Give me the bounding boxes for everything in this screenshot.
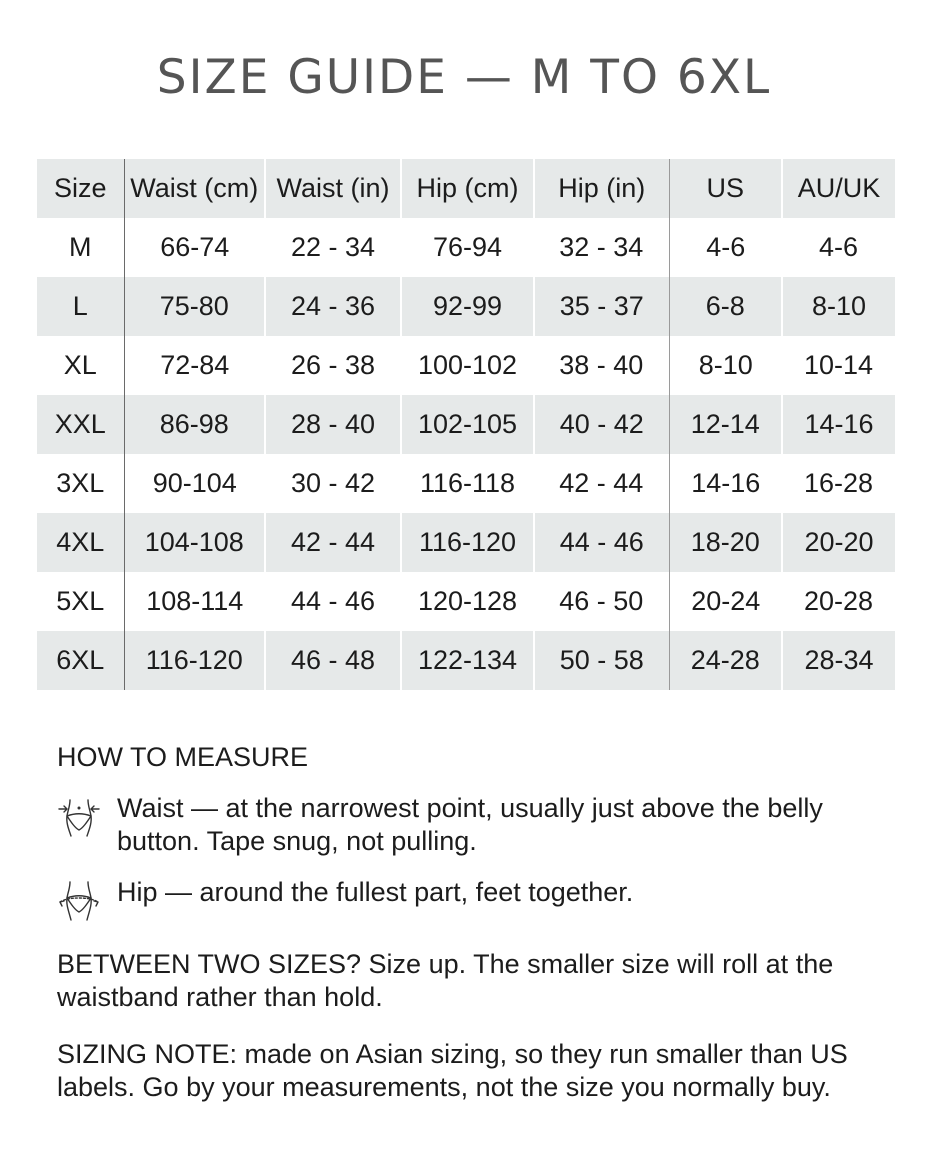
table-cell: 22 - 34 (290, 232, 376, 262)
size-cell: L (37, 277, 124, 336)
table-cell: 122-134 (401, 631, 534, 690)
waist-measure-text: Waist — at the narrowest point, usually just above the belly button. Tape snug, not pulling. (117, 793, 823, 856)
table-cell: 72-84 (160, 350, 230, 380)
table-cell: 24-28 (669, 631, 782, 690)
hip-measure-icon (57, 880, 101, 924)
between-sizes-note: BETWEEN TWO SIZES? Size up. The smaller size will roll at the waistband rather than hold. (57, 949, 834, 1012)
table-cell: 8-10 (698, 350, 753, 380)
table-cell: 44 - 46 (290, 586, 376, 616)
table-cell: 38 - 40 (534, 336, 669, 395)
table-cell: 42 - 44 (265, 513, 401, 572)
sizing-note: SIZING NOTE: made on Asian sizing, so they run smaller than US labels. Go by your measurements, not the size you normally buy. (57, 1039, 848, 1102)
table-cell: 46 - 50 (534, 572, 669, 631)
table-cell: 100-102 (417, 350, 518, 380)
table-cell: 108-114 (146, 586, 244, 616)
table-cell: 28-34 (804, 645, 874, 675)
table-cell: 104-108 (124, 513, 265, 572)
table-cell: 18-20 (669, 513, 782, 572)
column-header: Waist (in) (265, 159, 401, 218)
table-cell: 4-6 (706, 232, 746, 262)
size-cell: 5XL (37, 572, 124, 631)
table-cell: 116-120 (124, 631, 265, 690)
table-cell: 30 - 42 (290, 468, 376, 498)
page-title: SIZE GUIDE — M TO 6XL (156, 50, 772, 105)
table-cell: 92-99 (401, 277, 534, 336)
column-header: AU/UK (797, 173, 881, 203)
size-cell: 3XL (37, 454, 124, 513)
size-cell: 6XL (37, 631, 124, 690)
column-header: US (669, 159, 782, 218)
table-cell: 14-16 (691, 468, 761, 498)
table-cell: 20-20 (804, 527, 874, 557)
table-row (37, 631, 895, 690)
size-table (37, 159, 895, 690)
table-header-row (37, 159, 895, 218)
table-cell: 6-8 (669, 277, 782, 336)
table-cell: 8-10 (811, 291, 867, 321)
column-header: Waist (cm) (124, 159, 265, 218)
table-cell: 10-14 (803, 350, 874, 380)
size-cell: XXL (37, 395, 124, 454)
table-cell: 116-120 (401, 513, 534, 572)
table-cell: 46 - 48 (265, 631, 401, 690)
table-cell: 16-28 (803, 468, 874, 498)
column-header: Size (37, 159, 124, 218)
hip-measure-text: Hip — around the fullest part, feet together. (117, 877, 634, 907)
table-cell: 90-104 (152, 468, 237, 498)
table-row (37, 572, 895, 631)
table-cell: 12-14 (669, 395, 782, 454)
table-cell: 86-98 (124, 395, 265, 454)
table-cell: 32 - 34 (534, 218, 669, 277)
table-cell: 24 - 36 (265, 277, 401, 336)
waist-measure-item (57, 792, 867, 858)
size-cell: 4XL (37, 513, 124, 572)
table-cell: 66-74 (160, 232, 230, 262)
table-cell: 44 - 46 (534, 513, 669, 572)
size-cell: XL (37, 336, 124, 395)
table-cell: 42 - 44 (534, 454, 669, 513)
table-cell: 40 - 42 (534, 395, 669, 454)
table-row (37, 513, 895, 572)
table-row (37, 454, 895, 513)
table-cell: 120-128 (417, 586, 518, 616)
how-to-measure-heading: HOW TO MEASURE (57, 742, 309, 772)
column-header: Hip (cm) (401, 159, 534, 218)
column-header: Hip (in) (534, 159, 669, 218)
table-cell: 20-28 (803, 586, 874, 616)
table-row (37, 218, 895, 277)
waist-measure-icon (57, 796, 101, 840)
table-row (37, 336, 895, 395)
size-cell: M (37, 218, 124, 277)
table-cell: 50 - 58 (534, 631, 669, 690)
table-cell: 26 - 38 (290, 350, 376, 380)
table-cell: 35 - 37 (534, 277, 669, 336)
table-row (37, 395, 895, 454)
table-cell: 14-16 (804, 409, 874, 439)
table-cell: 116-118 (419, 468, 516, 498)
table-cell: 102-105 (401, 395, 534, 454)
table-cell: 4-6 (818, 232, 859, 262)
table-cell: 75-80 (124, 277, 265, 336)
table-cell: 76-94 (432, 232, 503, 262)
table-row (37, 277, 895, 336)
table-cell: 28 - 40 (265, 395, 401, 454)
table-cell: 20-24 (691, 586, 761, 616)
hip-measure-item (57, 876, 867, 924)
